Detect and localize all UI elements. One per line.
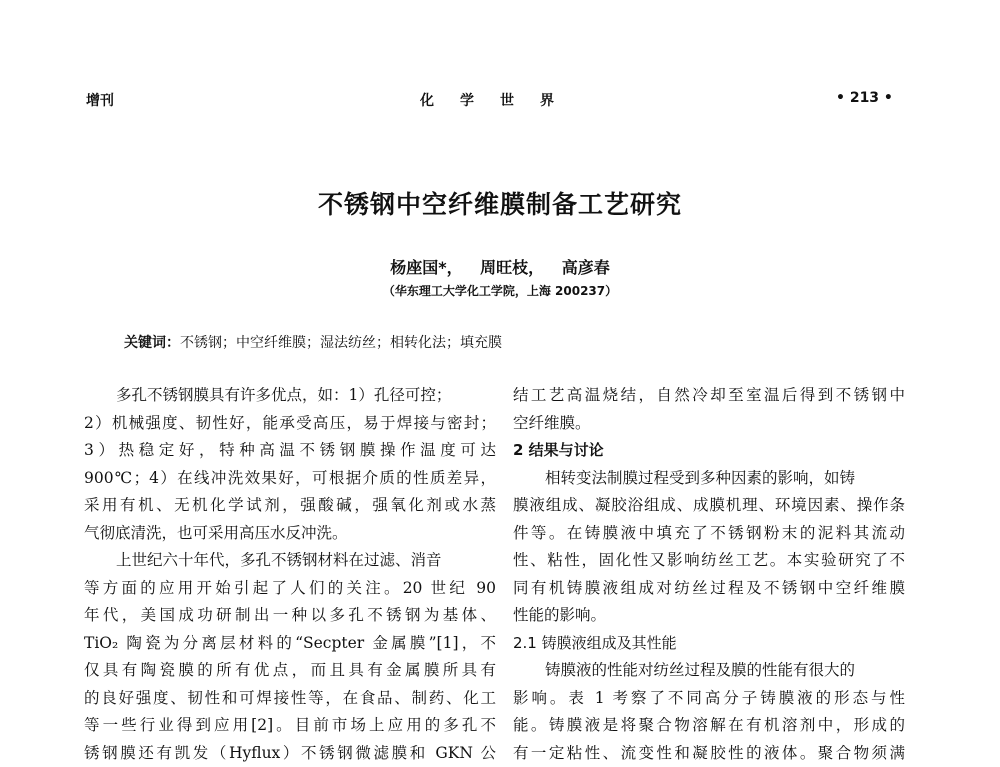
left-column (84, 382, 496, 767)
text-line: 性能的影响。 (513, 602, 905, 630)
text-line: 等一些行业得到应用[2]。目前市场上应用的多孔不 (84, 712, 496, 740)
author-name: 周旺枝， (480, 258, 544, 277)
article-title: 不锈钢中空纤维膜制备工艺研究 (0, 185, 1000, 221)
text-line: 空纤维膜。 (513, 410, 905, 438)
author-name: 高彦春 (562, 258, 610, 277)
text-line: 膜液组成、凝胶浴组成、成膜机理、环境因素、操作条 (513, 492, 905, 520)
text-line: 等方面的应用开始引起了人们的关注。20 世纪 90 (84, 575, 496, 603)
text-line: TiO₂ 陶瓷为分离层材料的“Secpter 金属膜”[1]，不 (84, 630, 496, 658)
text-line: 多孔不锈钢膜具有许多优点，如：1）孔径可控； (84, 382, 496, 410)
author-name: 杨座国*， (390, 258, 462, 277)
affiliation: （华东理工大学化工学院，上海 200237） (0, 282, 1000, 299)
text-line: 仅具有陶瓷膜的所有优点，而且具有金属膜所具有 (84, 657, 496, 685)
text-line: 的良好强度、韧性和可焊接性等，在食品、制药、化工 (84, 685, 496, 713)
right-column (513, 382, 905, 767)
subsection-heading: 2.1 铸膜液组成及其性能 (513, 630, 905, 658)
text-line: 锈钢膜还有凯发（Hyflux）不锈钢微滤膜和 GKN 公 (84, 740, 496, 767)
keywords-label: 关键词： (124, 335, 180, 351)
text-line: 同有机铸膜液组成对纺丝过程及不锈钢中空纤维膜 (513, 575, 905, 603)
journal-name: 化学世界 (420, 90, 580, 110)
text-line: 2）机械强度、韧性好，能承受高压，易于焊接与密封； (84, 410, 496, 438)
page-number: • 213 • (836, 90, 893, 106)
text-line: 900℃；4）在线冲洗效果好，可根据介质的性质差异， (84, 465, 496, 493)
text-line: 性、粘性，固化性又影响纺丝工艺。本实验研究了不 (513, 547, 905, 575)
keywords-text: 不锈钢；中空纤维膜；湿法纺丝；相转化法；填充膜 (180, 335, 502, 351)
text-line: 能。铸膜液是将聚合物溶解在有机溶剂中，形成的 (513, 712, 905, 740)
text-line: 铸膜液的性能对纺丝过程及膜的性能有很大的 (513, 657, 905, 685)
text-line: 有一定粘性、流变性和凝胶性的液体。聚合物须满 (513, 740, 905, 767)
text-line: 采用有机、无机化学试剂，强酸碱，强氧化剂或水蒸 (84, 492, 496, 520)
keywords (124, 332, 502, 352)
text-line: 相转变法制膜过程受到多种因素的影响，如铸 (513, 465, 905, 493)
text-line: 气彻底清洗，也可采用高压水反冲洗。 (84, 520, 496, 548)
section-heading: 2 结果与讨论 (513, 437, 905, 465)
text-line: 结工艺高温烧结，自然冷却至室温后得到不锈钢中 (513, 382, 905, 410)
running-header-left: 增刊 (86, 90, 114, 110)
text-line: 3）热稳定好，特种高温不锈钢膜操作温度可达 (84, 437, 496, 465)
text-line: 上世纪六十年代，多孔不锈钢材料在过滤、消音 (84, 547, 496, 575)
text-line: 年代，美国成功研制出一种以多孔不锈钢为基体、 (84, 602, 496, 630)
author-list (0, 255, 1000, 278)
text-line: 件等。在铸膜液中填充了不锈钢粉末的泥料其流动 (513, 520, 905, 548)
text-line: 影响。表 1 考察了不同高分子铸膜液的形态与性 (513, 685, 905, 713)
